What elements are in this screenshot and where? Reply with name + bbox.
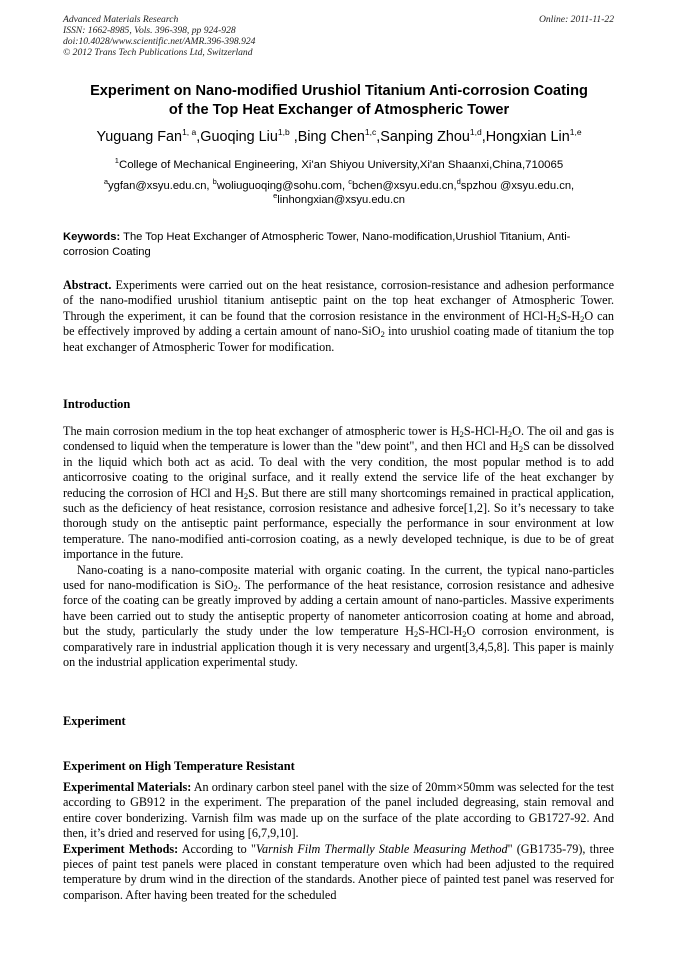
email-sup: d bbox=[456, 177, 461, 186]
text-run: An ordinary carbon steel panel with the size of 20mm×50mm was selected for the test according to GB912 in the experiment. The preparation of the panel included degreasing, stain removal and entire cover bonderizing. Varnish film was made up on the surface of the plate according to GB1727-92. And then, it’s dried and reserved for using [6,7,9,10]. bbox=[63, 780, 614, 841]
section-heading-introduction: Introduction bbox=[63, 397, 131, 411]
text-run: . The performance of the heat resistance, corrosion resistance and adhesive force of the coating can be greatly improved by adding a certain amount of nano-particles. Massive experiments have been carried out to study the antiseptic property of nanometer anticorrosion coating at home and abroad, but the study, particularly the study under the low temperature H bbox=[63, 578, 614, 639]
methods-label: Experiment Methods: bbox=[63, 841, 179, 856]
subscript: 2 bbox=[507, 429, 513, 439]
subscript: 2 bbox=[243, 490, 249, 501]
author-sep: , bbox=[196, 129, 201, 145]
subscript: 2 bbox=[413, 629, 419, 640]
subsection-heading-high-temp: Experiment on High Temperature Resistant bbox=[63, 759, 295, 773]
text-run: S can be dissolved in the liquid which both act as acid. To deal with the very condition, the most popular method is to add anticorrosive coating to the original surface, and it really extend the service life of the heat exchanger by reducing the corrosion of HCl and H bbox=[63, 439, 614, 500]
doi-line: doi:10.4028/www.scientific.net/AMR.396-398.924 bbox=[63, 36, 256, 47]
text-run: The main corrosion medium in the top heat exchanger of atmospheric tower is H bbox=[63, 424, 460, 438]
author-list bbox=[40, 128, 638, 146]
author-sep: , bbox=[289, 129, 298, 145]
email-link[interactable]: ygfan@xsyu.edu.cn, bbox=[108, 180, 213, 192]
methods-paragraph bbox=[63, 842, 614, 904]
affiliation-text: College of Mechanical Engineering, Xi'an Shiyou University,Xi'an Shaanxi,China,710065 bbox=[118, 159, 564, 171]
title-line-1: Experiment on Nano-modified Urushiol Titanium Anti-corrosion Coating bbox=[90, 83, 588, 99]
text-run: According to " bbox=[178, 841, 256, 856]
author-name: Yuguang Fan bbox=[96, 129, 183, 145]
introduction-body bbox=[63, 424, 614, 671]
keywords-text: The Top Heat Exchanger of Atmospheric Tower, Nano-modification,Urushiol Titanium, Anti-corrosion Coating bbox=[63, 231, 571, 258]
email-sup: b bbox=[212, 177, 217, 186]
materials-label: Experimental Materials: bbox=[63, 780, 192, 794]
email-link[interactable]: woliuguoqing@sohu.com, bbox=[216, 180, 349, 192]
author-sup: 1,b bbox=[277, 127, 290, 137]
abstract bbox=[63, 278, 614, 355]
author-sep: , bbox=[376, 129, 381, 145]
subscript: 2 bbox=[518, 444, 524, 455]
text-run: Experiments were carried out on the heat resistance, corrosion-resistance and adhesion performance of the nano-modified urushiol titanium antiseptic paint on the top heat exchanger of Atmospheric Tower. Through the experiment, it can be found that the corrosion resistance in the environment of HCl-H bbox=[63, 278, 614, 323]
text-run: O. The oil and gas is condensed to liquid when the temperature is lower than the "dew point", and then HCl and H bbox=[63, 424, 614, 454]
subscript: 2 bbox=[380, 329, 385, 340]
subscript: 2 bbox=[233, 583, 238, 594]
keywords bbox=[63, 230, 614, 260]
materials-paragraph bbox=[63, 780, 614, 842]
author-name: Bing Chen bbox=[297, 129, 365, 145]
text-run: " (GB1735-79), three pieces of paint test panels were placed in constant temperature oven which had been adjusted to the required temperature by drum wind in the direction of the standards. Another piece of painted test panel was reserved for comparison. After having been treated for the scheduled bbox=[63, 841, 614, 902]
abstract-label: Abstract. bbox=[63, 278, 112, 292]
author-name: Hongxian Lin bbox=[485, 129, 570, 145]
copyright-line: © 2012 Trans Tech Publications Ltd, Switzerland bbox=[63, 47, 253, 58]
author-name: Sanping Zhou bbox=[380, 129, 470, 145]
journal-name: Advanced Materials Research bbox=[63, 14, 179, 25]
title-line-2: of the Top Heat Exchanger of Atmospheric Tower bbox=[168, 102, 510, 118]
text-run: O corrosion environment, is comparatively rare in industrial application though it is very necessary and urgent[3,4,5,8]. This paper is mainly on the industrial application experimental study. bbox=[63, 624, 615, 670]
email-link[interactable]: spzhou @xsyu.edu.cn, bbox=[460, 180, 575, 192]
issn-line: ISSN: 1662-8985, Vols. 396-398, pp 924-928 bbox=[63, 25, 236, 36]
intro-paragraph-1 bbox=[63, 424, 614, 563]
email-link[interactable]: bchen@xsyu.edu.cn, bbox=[351, 180, 457, 192]
email-list bbox=[56, 179, 622, 207]
paper-title bbox=[56, 82, 622, 120]
email-sup: c bbox=[348, 177, 352, 186]
affiliation bbox=[40, 158, 638, 172]
author-sup: 1, a bbox=[182, 127, 197, 137]
affiliation-sup: 1 bbox=[114, 156, 119, 165]
abstract-paragraph bbox=[63, 278, 614, 355]
subscript: 2 bbox=[580, 313, 585, 324]
text-run-italic: Varnish Film Thermally Stable Measuring Method bbox=[255, 841, 508, 856]
text-run: S-HCl-H bbox=[463, 424, 508, 438]
text-run: S-HCl-H bbox=[418, 624, 463, 639]
author-sup: 1,d bbox=[469, 127, 482, 137]
text-run: S-H bbox=[560, 308, 581, 323]
keywords-label: Keywords: bbox=[63, 231, 121, 243]
author-sup: 1,c bbox=[364, 127, 377, 137]
text-run: S. But there are still many shortcomings remained in practical application, such as the deficiency of heat resistance, corrosion resistance and adhesive force[1,2]. So it’s necessary to take thorough study on the antiseptic paint performance, especially the performance in sour environment at low temperature. The nano-modified anti-corrosion coating, as a newly developed technique, is due to be of great importance in the future. bbox=[63, 485, 614, 562]
text-run: Nano-coating is a nano-composite material with organic coating. In the current, the typical nano-particles used for nano-modification is SiO bbox=[63, 562, 614, 593]
email-sup: a bbox=[103, 177, 108, 186]
subscript: 2 bbox=[462, 629, 467, 640]
subscript: 2 bbox=[556, 313, 561, 324]
section-heading-experiment: Experiment bbox=[63, 714, 126, 728]
subscript: 2 bbox=[459, 429, 464, 439]
intro-paragraph-2 bbox=[63, 563, 614, 671]
experiment-body bbox=[63, 780, 614, 903]
email-sup: e bbox=[273, 191, 278, 200]
text-run: O can be effectively improved by adding a certain amount of nano-SiO bbox=[63, 308, 614, 339]
author-sup: 1,e bbox=[569, 127, 582, 137]
text-run: into urushiol coating made of titanium the top heat exchanger of Atmospheric Tower for modification. bbox=[63, 324, 614, 354]
author-name: Guoqing Liu bbox=[200, 129, 278, 145]
email-link[interactable]: linhongxian@xsyu.edu.cn bbox=[277, 194, 405, 206]
online-date: Online: 2011-11-22 bbox=[538, 14, 614, 25]
journal-header bbox=[63, 14, 483, 58]
author-sep: , bbox=[481, 129, 486, 145]
